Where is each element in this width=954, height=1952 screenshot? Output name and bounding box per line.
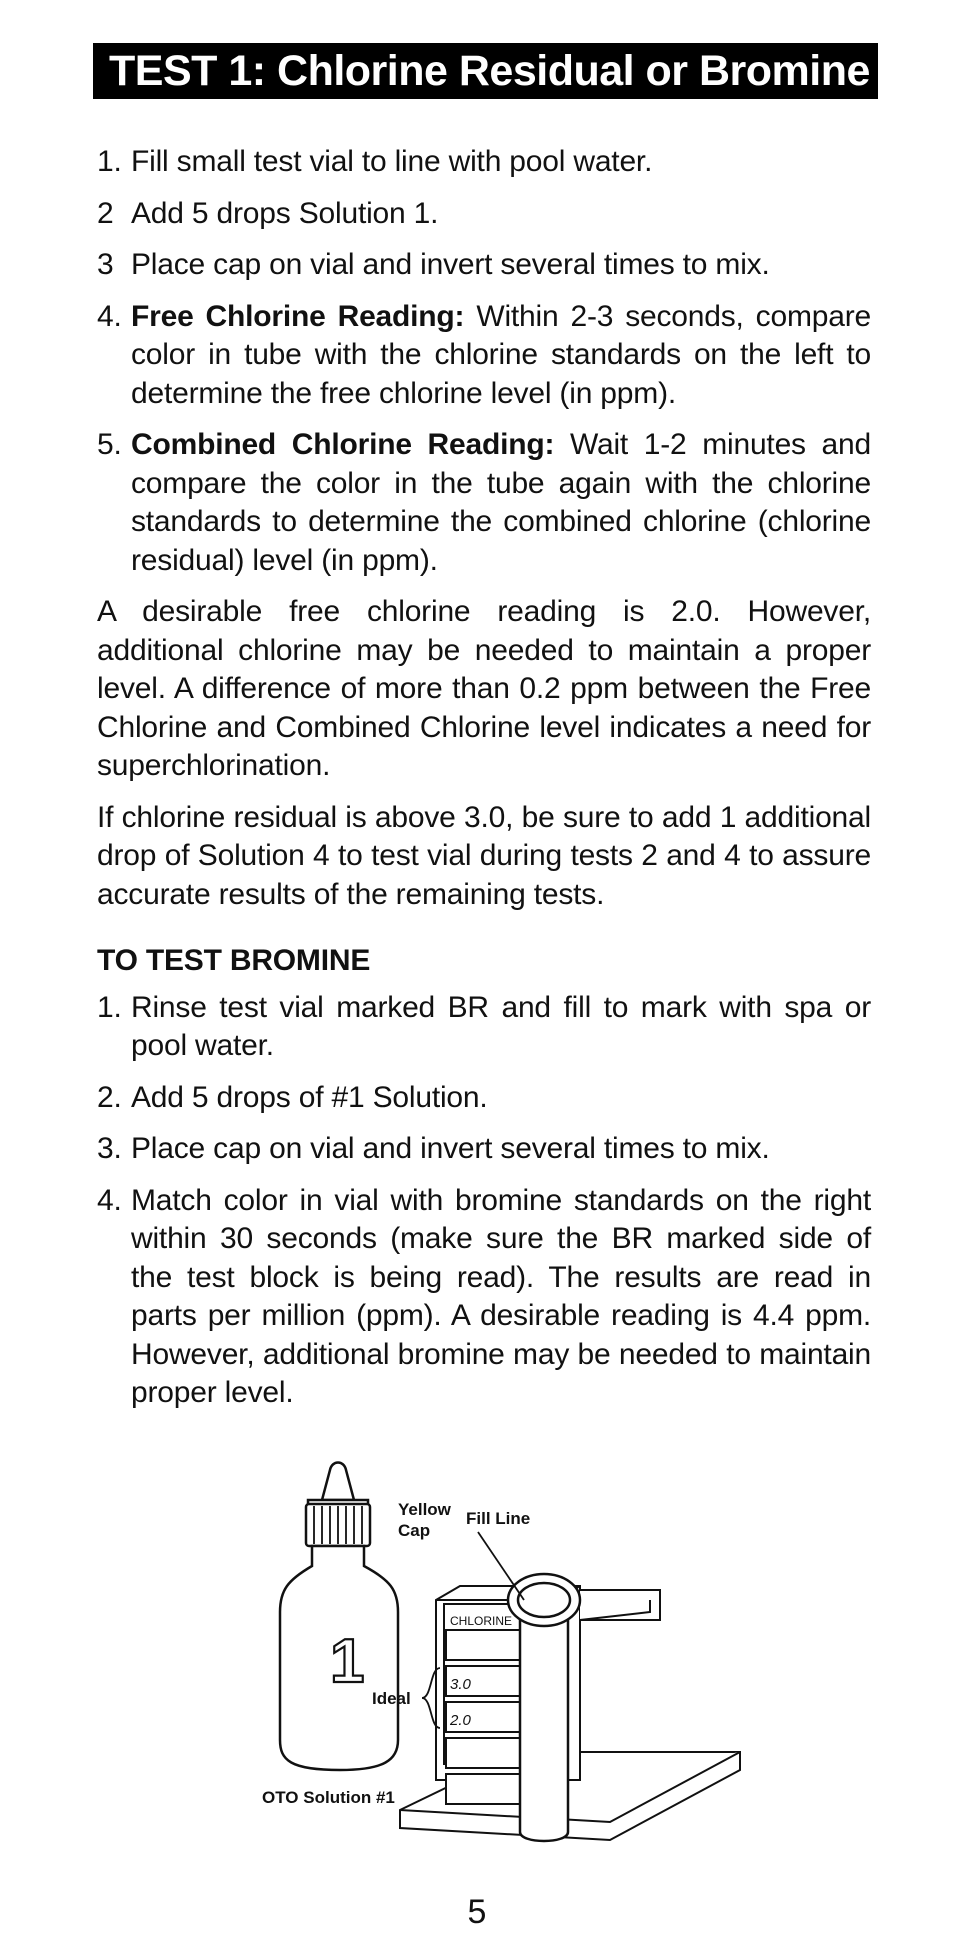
page-title: TEST 1: Chlorine Residual or Bromine: [93, 43, 878, 99]
step-number: 4.: [97, 1183, 122, 1217]
step-text: [131, 426, 871, 580]
chlorine-step: [97, 246, 871, 285]
step-number: 3: [97, 248, 114, 281]
step-number: 4.: [97, 299, 122, 333]
step-text: [131, 298, 871, 414]
step-number: 2.: [97, 1080, 122, 1114]
step-heading: Combined Chlorine Reading:: [131, 428, 555, 461]
ideal-label: Ideal: [372, 1689, 411, 1708]
bottle-number: 1: [330, 1627, 365, 1696]
step-body: Fill small test vial to line with pool water.: [131, 145, 653, 178]
test-vial: [508, 1574, 580, 1841]
yellow-cap-label-line1: Yellow: [398, 1500, 451, 1519]
chlorine-step-combined-reading: [97, 426, 871, 580]
step-body: Within 2-3 seconds, compare color in tube with the chlorine standards on the left to determine the free chlorine level (in ppm).: [131, 299, 871, 410]
step-body: Add 5 drops Solution 1.: [131, 196, 439, 230]
step-body: Wait 1-2 minutes and compare the color in the tube again with the chlorine standards to determine the combined chlorine (chlorine residual) level (in ppm).: [131, 428, 871, 577]
chlorine-step-free-reading: [97, 298, 871, 414]
instructions-body: [97, 143, 871, 1426]
step-number: 1.: [97, 990, 122, 1024]
bromine-step: [97, 1130, 871, 1169]
step-heading: Free Chlorine Reading:: [131, 299, 465, 333]
step-text: Place cap on vial and invert several times to mix.: [131, 1132, 770, 1165]
bromine-step: [97, 1182, 871, 1413]
test-kit-illustration: [250, 1440, 770, 1870]
step-number: 3.: [97, 1132, 122, 1165]
step-text: [131, 195, 871, 234]
solution-bottle: [280, 1463, 398, 1771]
step-number: 2: [97, 196, 114, 230]
bromine-step: [97, 1079, 871, 1118]
level-low-label: 2.0: [450, 1712, 471, 1729]
bromine-heading: TO TEST BROMINE: [97, 944, 371, 977]
step-text: Add 5 drops of #1 Solution.: [131, 1080, 488, 1114]
level-high-label: 3.0: [450, 1676, 471, 1693]
fill-line-label: Fill Line: [466, 1509, 531, 1528]
desirable-reading-paragraph: A desirable free chlorine reading is 2.0. However, additional chlorine may be needed to maintain a proper level. A difference of more than 0.2 ppm between the Free Chlorine and Combined Chlorine level indicates a need for superchlorination.: [97, 595, 871, 782]
step-text: Match color in vial with bromine standards on the right within 30 seconds (make sure the BR marked side of the test block is being read). The results are read in parts per million (ppm). A desirable reading is 4.4 ppm. However, additional bromine may be needed to maintain proper level.: [131, 1183, 871, 1409]
page-number: 5: [467, 1893, 487, 1931]
step-body: Place cap on vial and invert several times to mix.: [131, 248, 770, 281]
yellow-cap-label-line2: Cap: [398, 1521, 431, 1540]
bromine-step: [97, 989, 871, 1066]
step-text: [131, 143, 871, 182]
chlorine-step: [97, 143, 871, 182]
bottle-caption: OTO Solution #1: [262, 1788, 395, 1807]
step-text: Rinse test vial marked BR and fill to mark with spa or pool water.: [131, 990, 871, 1062]
step-number: 1.: [97, 145, 122, 178]
step-number: 5.: [97, 428, 122, 461]
chlorine-step: [97, 195, 871, 234]
step-text: [131, 246, 871, 285]
residual-above-paragraph: If chlorine residual is above 3.0, be sure to add 1 additional drop of Solution 4 to test vial during tests 2 and 4 to assure accurate results of the remaining tests.: [97, 800, 871, 911]
block-label: CHLORINE: [450, 1614, 513, 1628]
